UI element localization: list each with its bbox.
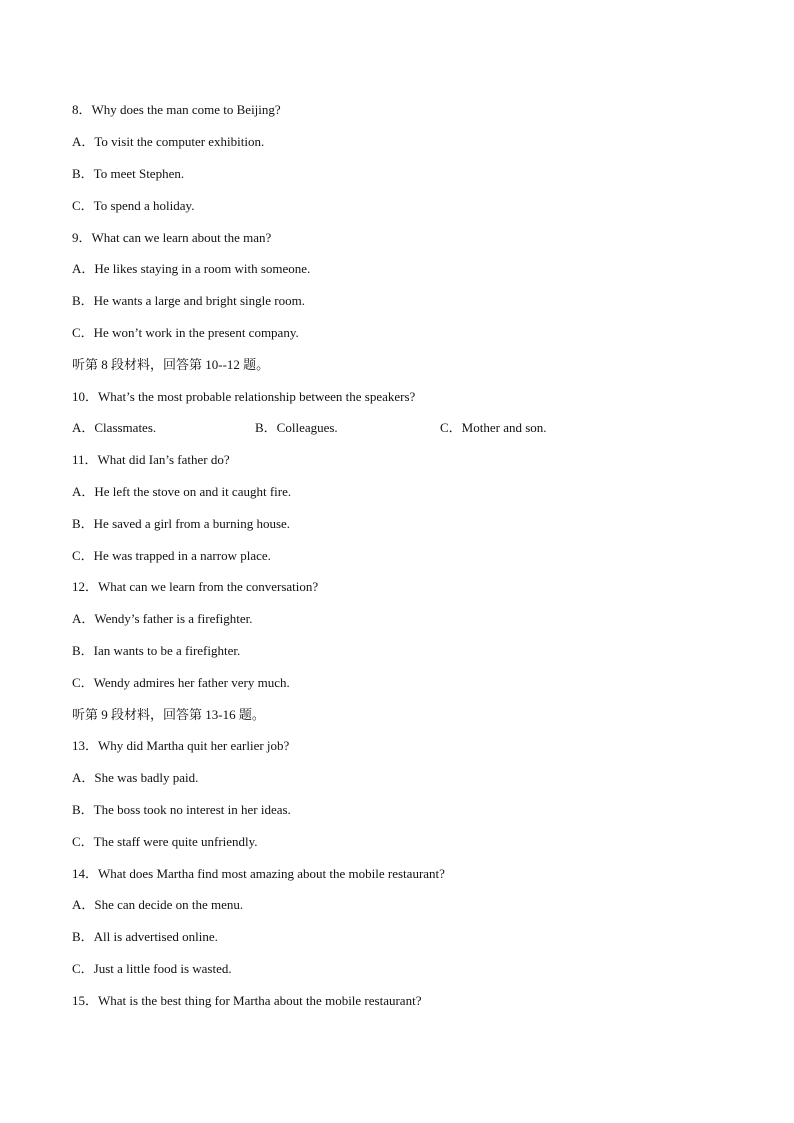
q12-option-b: B．Ian wants to be a firefighter.	[72, 643, 241, 658]
question-8: 8．Why does the man come to Beijing?	[72, 102, 281, 117]
q11-option-a: A．He left the stove on and it caught fire.	[72, 484, 292, 499]
question-12: 12．What can we learn from the conversation?	[72, 579, 319, 594]
q8-option-a: A．To visit the computer exhibition.	[72, 134, 265, 149]
q10-options-row	[72, 420, 722, 436]
q11-option-b: B．He saved a girl from a burning house.	[72, 516, 291, 531]
q13-option-c: C．The staff were quite unfriendly.	[72, 834, 258, 849]
question-10: 10．What’s the most probable relationship between the speakers?	[72, 389, 416, 404]
section-8-instruction: 听第 8 段材料，回答第 10--12 题。	[72, 357, 270, 372]
question-11: 11．What did Ian’s father do?	[72, 452, 230, 467]
q11-option-c: C．He was trapped in a narrow place.	[72, 548, 271, 563]
section-9-instruction: 听第 9 段材料，回答第 13-16 题。	[72, 707, 265, 722]
q9-option-c: C．He won’t work in the present company.	[72, 325, 299, 340]
q12-option-c: C．Wendy admires her father very much.	[72, 675, 290, 690]
q10-option-b: B．Colleagues.	[255, 420, 338, 435]
question-9: 9．What can we learn about the man?	[72, 230, 272, 245]
q9-option-a: A．He likes staying in a room with someone.	[72, 261, 311, 276]
q9-option-b: B．He wants a large and bright single room.	[72, 293, 305, 308]
q14-option-b: B．All is advertised online.	[72, 929, 218, 944]
q14-option-a: A．She can decide on the menu.	[72, 897, 244, 912]
question-13: 13．Why did Martha quit her earlier job?	[72, 738, 290, 753]
q13-option-a: A．She was badly paid.	[72, 770, 199, 785]
q8-option-c: C．To spend a holiday.	[72, 198, 195, 213]
q13-option-b: B．The boss took no interest in her ideas.	[72, 802, 291, 817]
q8-option-b: B．To meet Stephen.	[72, 166, 185, 181]
q10-option-c: C．Mother and son.	[440, 420, 547, 435]
q12-option-a: A．Wendy’s father is a firefighter.	[72, 611, 253, 626]
question-14: 14．What does Martha find most amazing about the mobile restaurant?	[72, 866, 445, 881]
q14-option-c: C．Just a little food is wasted.	[72, 961, 232, 976]
q10-option-a: A．Classmates.	[72, 420, 157, 435]
question-15: 15．What is the best thing for Martha about the mobile restaurant?	[72, 993, 422, 1008]
